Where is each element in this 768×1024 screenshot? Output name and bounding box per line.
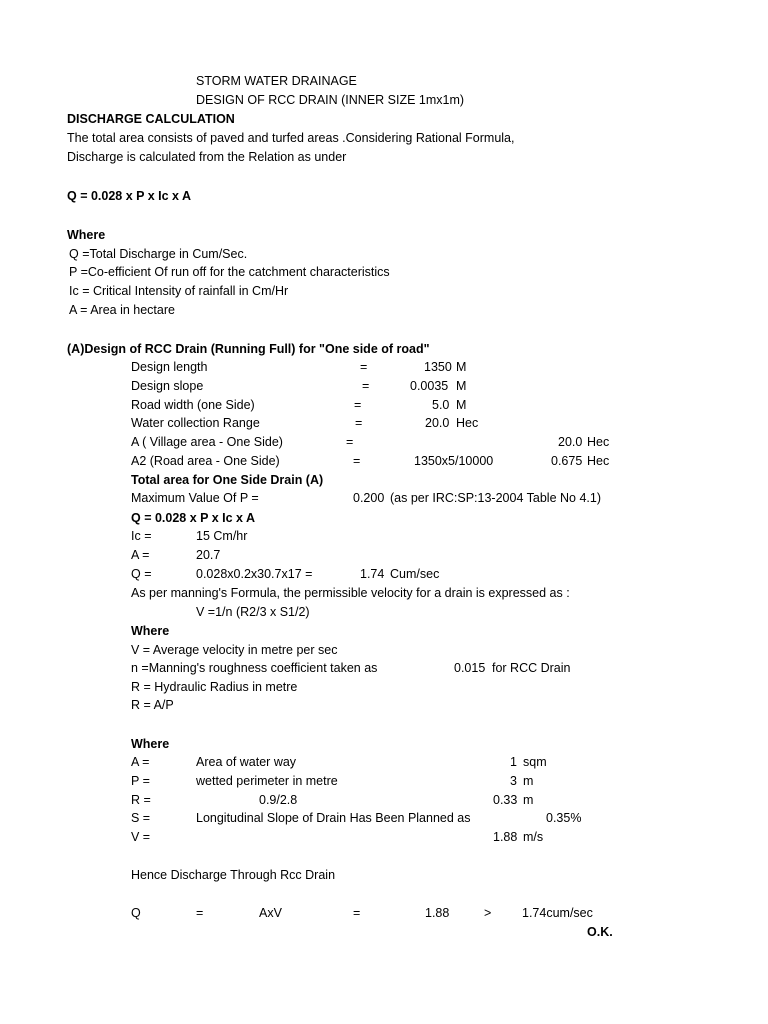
definition-v: V = Average velocity in metre per sec [131,643,338,657]
row-design-slope-unit: M [456,379,467,393]
final-value: 1.88 [425,906,450,920]
discharge-heading: DISCHARGE CALCULATION [67,112,235,126]
final-eq-2: = [353,906,361,920]
n-value: 0.015 [454,661,486,675]
final-q: Q [131,906,141,920]
row-road-width-unit: M [456,398,467,412]
definition-r-ap: R = A/P [131,698,174,712]
hydraulic-radius-label: R = [131,793,151,807]
velocity-label: V = [131,830,151,844]
definition-ic: Ic = Critical Intensity of rainfall in Cm/Hr [69,284,289,298]
max-p-value: 0.200 [353,491,385,505]
total-area-heading: Total area for One Side Drain (A) [131,473,324,487]
intro-line-1: The total area consists of paved and turfed areas .Considering Rational Formula, [67,131,515,145]
design-heading: (A)Design of RCC Drain (Running Full) for "One side of road" [67,342,430,356]
wetted-perimeter-value: 3 [510,774,517,788]
road-area-unit: Hec [587,454,610,468]
where-heading: Where [67,228,106,242]
road-area-label: A2 (Road area - One Side) [131,454,280,468]
final-eq-1: = [196,906,204,920]
where-heading-2: Where [131,624,170,638]
q-label: Q = [131,567,152,581]
velocity-unit: m/s [523,830,544,844]
definition-n: n =Manning's roughness coefficient taken as [131,661,378,675]
velocity-value: 1.88 [493,830,518,844]
row-design-length-unit: M [456,360,467,374]
final-result: 1.74cum/sec [522,906,593,920]
n-note: for RCC Drain [492,661,571,675]
hence-text: Hence Discharge Through Rcc Drain [131,868,336,882]
where-heading-3: Where [131,737,170,751]
manning-text: As per manning's Formula, the permissible velocity for a drain is expressed as : [131,586,570,600]
area-waterway-unit: sqm [523,755,547,769]
definition-r: R = Hydraulic Radius in metre [131,680,298,694]
final-axv: AxV [259,906,282,920]
row-road-width-value: 5.0 [432,398,450,412]
village-area-eq: = [346,435,354,449]
row-design-length-value: 1350 [424,360,452,374]
road-area-eq: = [353,454,361,468]
row-design-length-eq: = [360,360,368,374]
slope-value: 0.35% [546,811,582,825]
max-p-label: Maximum Value Of P = [131,491,259,505]
wetted-perimeter-label: P = [131,774,150,788]
hydraulic-radius-value: 0.33 [493,793,518,807]
slope-label: S = [131,811,151,825]
village-area-value: 20.0 [558,435,583,449]
row-road-width-label: Road width (one Side) [131,398,255,412]
definition-a: A = Area in hectare [69,303,175,317]
ok-mark: O.K. [587,925,613,939]
row-design-slope-eq: = [362,379,370,393]
manning-formula: V =1/n (R2/3 x S1/2) [196,605,310,619]
row-road-width-eq: = [354,398,362,412]
slope-desc: Longitudinal Slope of Drain Has Been Planned as [196,811,471,825]
row-design-slope-value: 0.0035 [410,379,449,393]
road-area-calc: 1350x5/10000 [414,454,494,468]
doc-subtitle: DESIGN OF RCC DRAIN (INNER SIZE 1mx1m) [196,93,465,107]
wetted-perimeter-unit: m [523,774,534,788]
final-gt: > [484,906,492,920]
row-design-length-label: Design length [131,360,208,374]
row-water-collection-label: Water collection Range [131,416,260,430]
q-value: 1.74 [360,567,385,581]
row-water-collection-unit: Hec [456,416,479,430]
hydraulic-radius-unit: m [523,793,534,807]
area-waterway-value: 1 [510,755,517,769]
rational-formula: Q = 0.028 x P x Ic x A [67,189,192,203]
ic-value: 15 Cm/hr [196,529,248,543]
village-area-unit: Hec [587,435,610,449]
definition-q: Q =Total Discharge in Cum/Sec. [69,247,248,261]
village-area-label: A ( Village area - One Side) [131,435,283,449]
q-calc: 0.028x0.2x30.7x17 = [196,567,313,581]
design-formula: Q = 0.028 x P x Ic x A [131,511,256,525]
road-area-value: 0.675 [551,454,583,468]
definition-p: P =Co-efficient Of run off for the catchment characteristics [69,265,390,279]
row-design-slope-label: Design slope [131,379,204,393]
doc-title: STORM WATER DRAINAGE [196,74,357,88]
row-water-collection-value: 20.0 [425,416,450,430]
a-label: A = [131,548,150,562]
max-p-note: (as per IRC:SP:13-2004 Table No 4.1) [390,491,601,505]
ic-label: Ic = [131,529,152,543]
intro-line-2: Discharge is calculated from the Relation as under [67,150,347,164]
row-water-collection-eq: = [355,416,363,430]
area-waterway-label: A = [131,755,150,769]
a-value: 20.7 [196,548,221,562]
wetted-perimeter-desc: wetted perimeter in metre [196,774,338,788]
q-unit: Cum/sec [390,567,440,581]
hydraulic-radius-calc: 0.9/2.8 [259,793,298,807]
area-waterway-desc: Area of water way [196,755,297,769]
